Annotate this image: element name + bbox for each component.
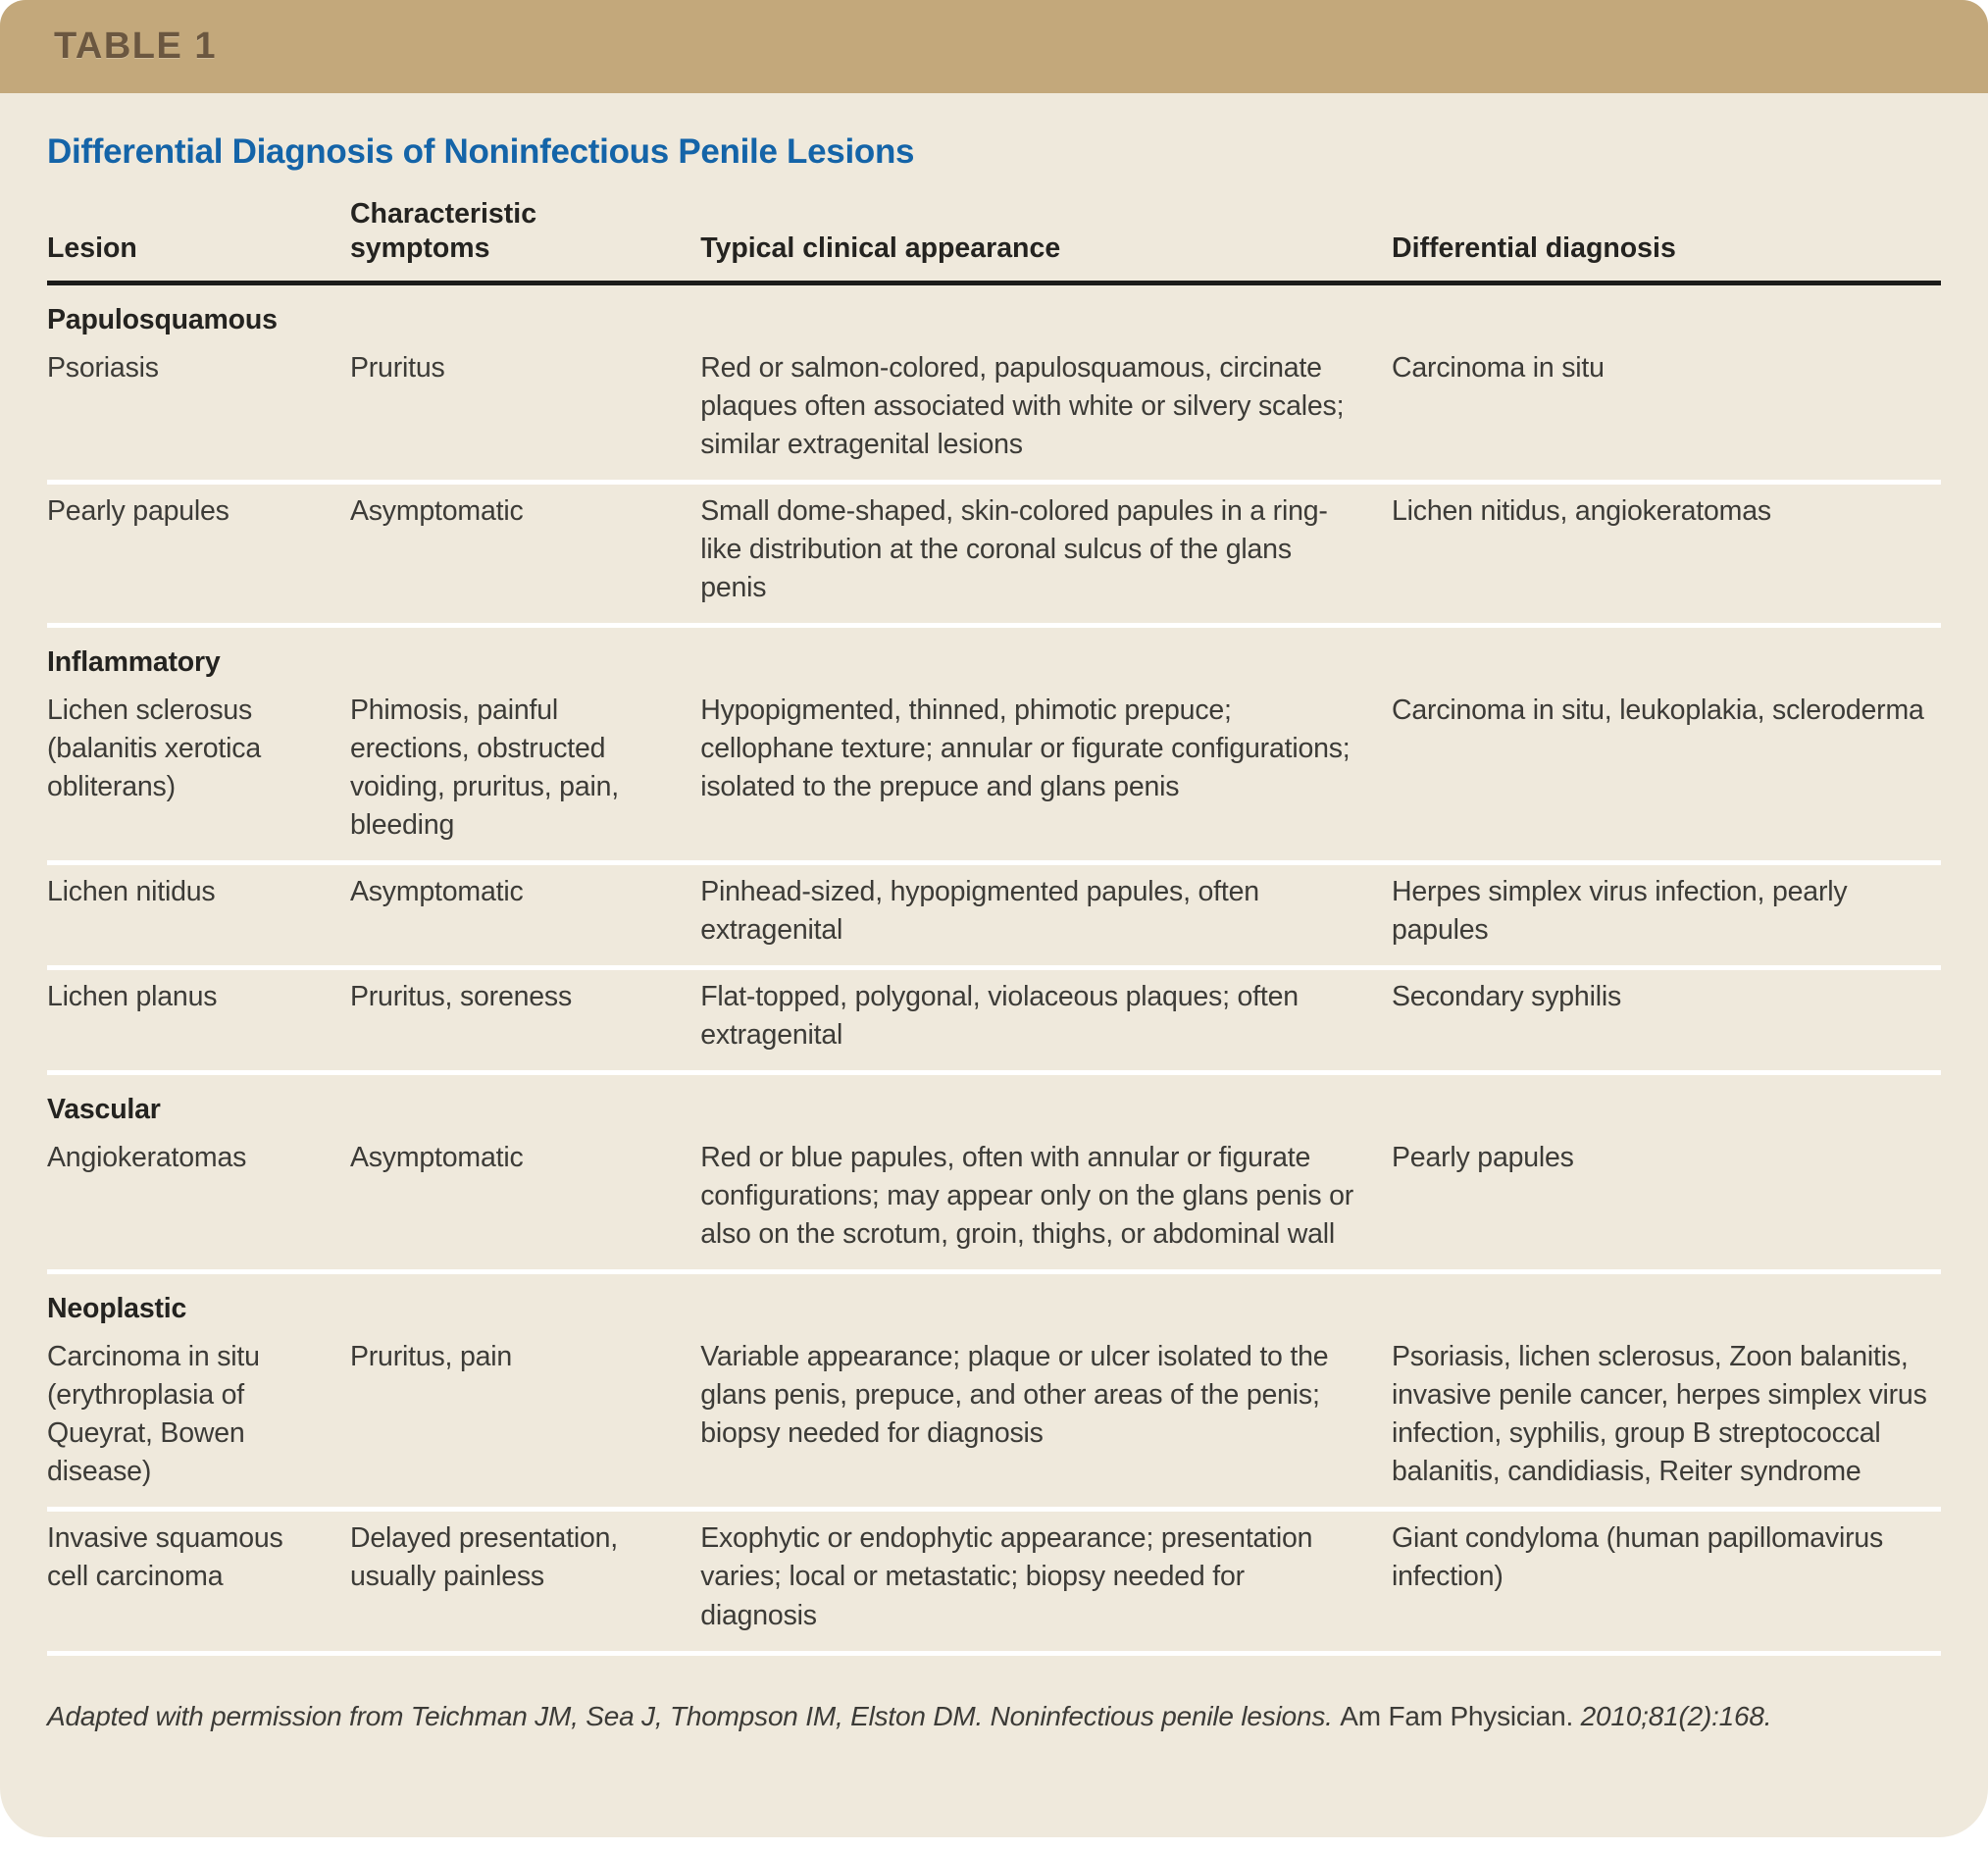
column-header-symptoms: Characteristic symptoms <box>350 197 700 283</box>
section-header-row <box>47 1272 1941 1331</box>
section-header-row <box>47 1073 1941 1132</box>
cell-symptoms: Delayed presentation, usually painless <box>350 1510 700 1653</box>
table-row <box>47 1510 1941 1653</box>
cell-appearance: Exophytic or endophytic appearance; presentation varies; local or metastatic; biopsy needed for diagnosis <box>700 1510 1392 1653</box>
cell-differential: Carcinoma in situ <box>1392 341 1941 483</box>
cell-lesion: Lichen planus <box>47 968 350 1073</box>
cell-lesion: Invasive squamous cell carcinoma <box>47 1510 350 1653</box>
table-body-area <box>0 132 1988 1732</box>
footnote-italic-lead: Adapted with permission from Teichman JM, Sea J, Thompson IM, Elston DM. Noninfectious penile lesions. <box>47 1700 1341 1731</box>
table-row <box>47 341 1941 483</box>
section-header-label: Neoplastic <box>47 1293 187 1325</box>
cell-lesion: Carcinoma in situ (erythroplasia of Queyrat, Bowen disease) <box>47 1330 350 1510</box>
column-header-appearance: Typical clinical appearance <box>700 197 1392 283</box>
section-header-label: Inflammatory <box>47 645 221 678</box>
source-footnote <box>47 1683 1941 1732</box>
section-header-row <box>47 625 1941 684</box>
differential-diagnosis-table <box>47 197 1941 1656</box>
table-row <box>47 684 1941 863</box>
section-header-label: Papulosquamous <box>47 303 278 335</box>
footnote-journal-name: Am Fam Physician. <box>1340 1700 1581 1731</box>
cell-symptoms: Asymptomatic <box>350 863 700 968</box>
cell-appearance: Red or blue papules, often with annular or figurate configurations; may appear only on the glans penis or also on the scrotum, groin, thighs, or abdominal wall <box>700 1131 1392 1272</box>
cell-lesion: Lichen sclerosus (balanitis xerotica obliterans) <box>47 684 350 863</box>
table-row <box>47 1330 1941 1510</box>
cell-differential: Psoriasis, lichen sclerosus, Zoon balanitis, invasive penile cancer, herpes simplex virus infection, syphilis, group B streptococcal balanitis, candidiasis, Reiter syndrome <box>1392 1330 1941 1510</box>
cell-differential: Pearly papules <box>1392 1131 1941 1272</box>
page-title: Differential Diagnosis of Noninfectious Penile Lesions <box>47 132 915 171</box>
cell-symptoms: Pruritus <box>350 341 700 483</box>
table-number-band <box>0 0 1988 93</box>
cell-appearance: Red or salmon-colored, papulosquamous, circinate plaques often associated with white or silvery scales; similar extragenital lesions <box>700 341 1392 483</box>
table-row <box>47 863 1941 968</box>
column-header-row <box>47 197 1941 283</box>
cell-appearance: Small dome-shaped, skin-colored papules in a ring-like distribution at the coronal sulcus of the glans penis <box>700 482 1392 625</box>
cell-differential: Secondary syphilis <box>1392 968 1941 1073</box>
cell-lesion: Lichen nitidus <box>47 863 350 968</box>
table-row <box>47 1131 1941 1272</box>
cell-lesion: Pearly papules <box>47 482 350 625</box>
cell-differential: Carcinoma in situ, leukoplakia, scleroderma <box>1392 684 1941 863</box>
cell-differential: Herpes simplex virus infection, pearly papules <box>1392 863 1941 968</box>
cell-differential: Giant condyloma (human papillomavirus infection) <box>1392 1510 1941 1653</box>
table-row <box>47 968 1941 1073</box>
cell-symptoms: Asymptomatic <box>350 1131 700 1272</box>
cell-appearance: Pinhead-sized, hypopigmented papules, often extragenital <box>700 863 1392 968</box>
cell-differential: Lichen nitidus, angiokeratomas <box>1392 482 1941 625</box>
cell-symptoms: Asymptomatic <box>350 482 700 625</box>
table-row <box>47 482 1941 625</box>
table-number-label: TABLE 1 <box>54 26 218 67</box>
section-header-label: Vascular <box>47 1094 161 1126</box>
section-header-row <box>47 283 1941 341</box>
cell-symptoms: Pruritus, soreness <box>350 968 700 1073</box>
cell-appearance: Flat-topped, polygonal, violaceous plaques; often extragenital <box>700 968 1392 1073</box>
cell-lesion: Psoriasis <box>47 341 350 483</box>
table-body <box>47 283 1941 1653</box>
column-header-lesion: Lesion <box>47 197 350 283</box>
footnote-citation-detail: 2010;81(2):168. <box>1580 1700 1772 1731</box>
cell-appearance: Variable appearance; plaque or ulcer isolated to the glans penis, prepuce, and other areas of the penis; biopsy needed for diagnosis <box>700 1330 1392 1510</box>
cell-lesion: Angiokeratomas <box>47 1131 350 1272</box>
column-header-differential: Differential diagnosis <box>1392 197 1941 283</box>
cell-symptoms: Phimosis, painful erections, obstructed voiding, pruritus, pain, bleeding <box>350 684 700 863</box>
cell-symptoms: Pruritus, pain <box>350 1330 700 1510</box>
cell-appearance: Hypopigmented, thinned, phimotic prepuce; cellophane texture; annular or figurate configurations; isolated to the prepuce and glans penis <box>700 684 1392 863</box>
